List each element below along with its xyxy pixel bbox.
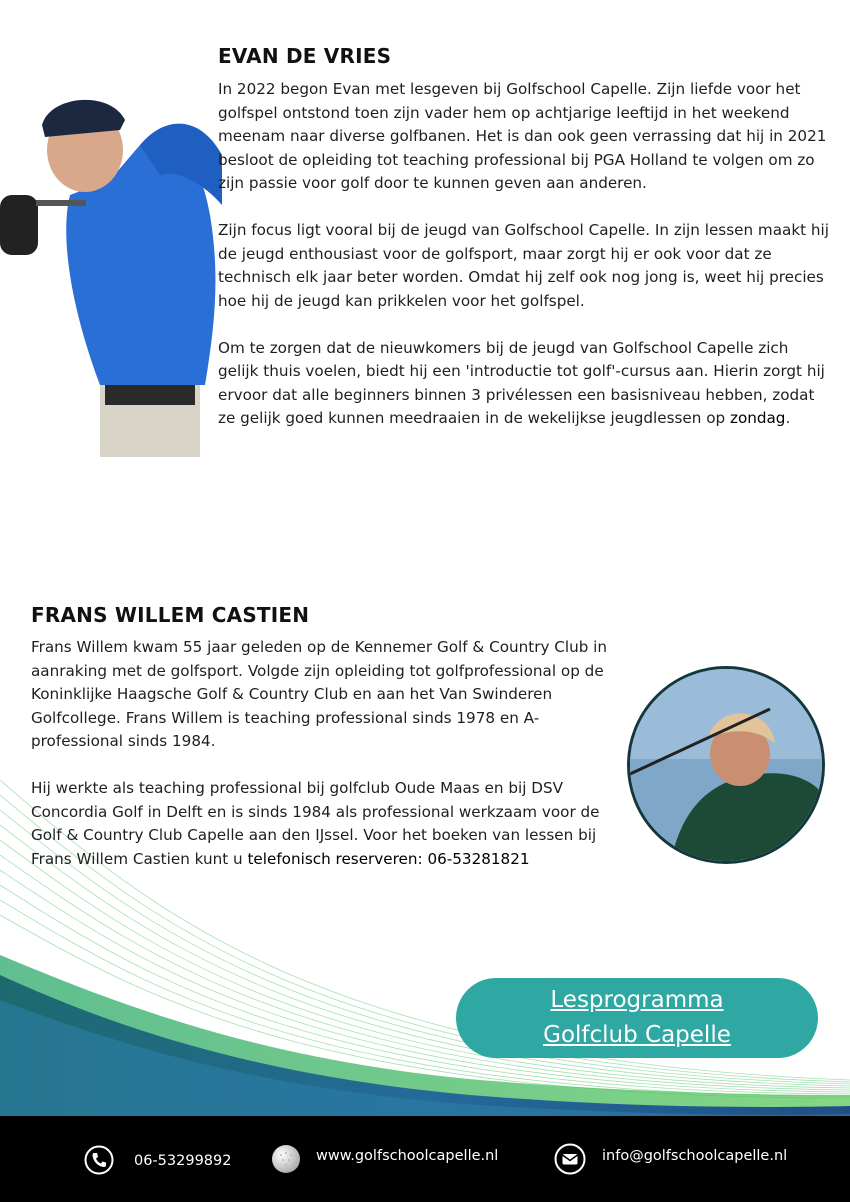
frans-portrait-photo [627, 666, 825, 864]
footer-website[interactable]: www.golfschoolcapelle.nl [316, 1148, 499, 1164]
frans-bio-p2-text: Hij werkte als teaching professional bij golfclub Oude Maas en bij DSV Concordia Golf in Delft en is sinds 1984 als professional werkzaam voor de Golf & Country Club Capelle aan den IJssel. Voor het boeken van lessen bij Frans Willem Castien kunt u [31, 779, 600, 868]
frans-name-heading: FRANS WILLEM CASTIEN [31, 603, 310, 627]
frans-bio-p1: Frans Willem kwam 55 jaar geleden op de Kennemer Golf & Country Club in aanraking met de golfsport. Volgde zijn opleiding tot golfprofessional op de Koninklijke Haagsche Golf & Country Club en aan het Van Swinderen Golfcollege. Frans Willem is teaching professional sinds 1978 en A-professional sinds 1984. [31, 638, 608, 750]
evan-bio-p3-day: zondag [729, 409, 786, 427]
evan-bio-p3 [218, 337, 833, 431]
mail-icon [554, 1143, 586, 1175]
cta-line-1: Lesprogramma [550, 987, 724, 1013]
evan-bio-p1: In 2022 begon Evan met lesgeven bij Golfschool Capelle. Zijn liefde voor het golfspel ontstond toen zijn vader hem op achtjarige leeftijd in het weekend meenam naar diverse golfbanen. Het is dan ook geen verrassing dat hij in 2021 besloot de opleiding tot teaching professional bij PGA Holland te volgen om zo zijn passie voor golf door te kunnen geven aan anderen. [218, 80, 827, 192]
footer-phone[interactable]: 06-53299892 [134, 1153, 232, 1169]
frans-portrait-image [630, 669, 825, 864]
footer-email[interactable]: info@golfschoolcapelle.nl [602, 1148, 788, 1164]
golf-ball-icon [270, 1143, 302, 1175]
frans-bio-phone: telefonisch reserveren: 06-53281821 [247, 849, 530, 868]
evan-bio [218, 78, 833, 454]
frans-bio-p2 [31, 777, 621, 871]
evan-bio-p3-text: Om te zorgen dat de nieuwkomers bij de jeugd van Golfschool Capelle zich gelijk thuis voelen, biedt hij een 'introductie tot golf'-cursus aan. Hierin zorgt hij ervoor dat alle beginners binnen 3 privélessen een basisniveau hebben, zodat ze gelijk goed kunnen meedraaien in de wekelijkse jeugdlessen op [218, 338, 825, 427]
frans-bio [31, 636, 621, 895]
cta-line-2: Golfclub Capelle [543, 1022, 731, 1048]
lesprogramma-button[interactable] [456, 978, 818, 1058]
phone-icon [84, 1145, 114, 1175]
evan-bio-p3-end: . [785, 409, 791, 427]
evan-bio-p2: Zijn focus ligt vooral bij de jeugd van Golfschool Capelle. In zijn lessen maakt hij de jeugd enthousiast voor de golfsport, maar zorgt hij er ook voor dat ze technisch elk jaar beter worden. Omdat hij zelf ook nog jong is, weet hij precies hoe hij de jeugd kan prikkelen voor het golfspel. [218, 221, 829, 310]
evan-golfer-photo [0, 85, 225, 457]
evan-name-heading: EVAN DE VRIES [218, 44, 392, 68]
